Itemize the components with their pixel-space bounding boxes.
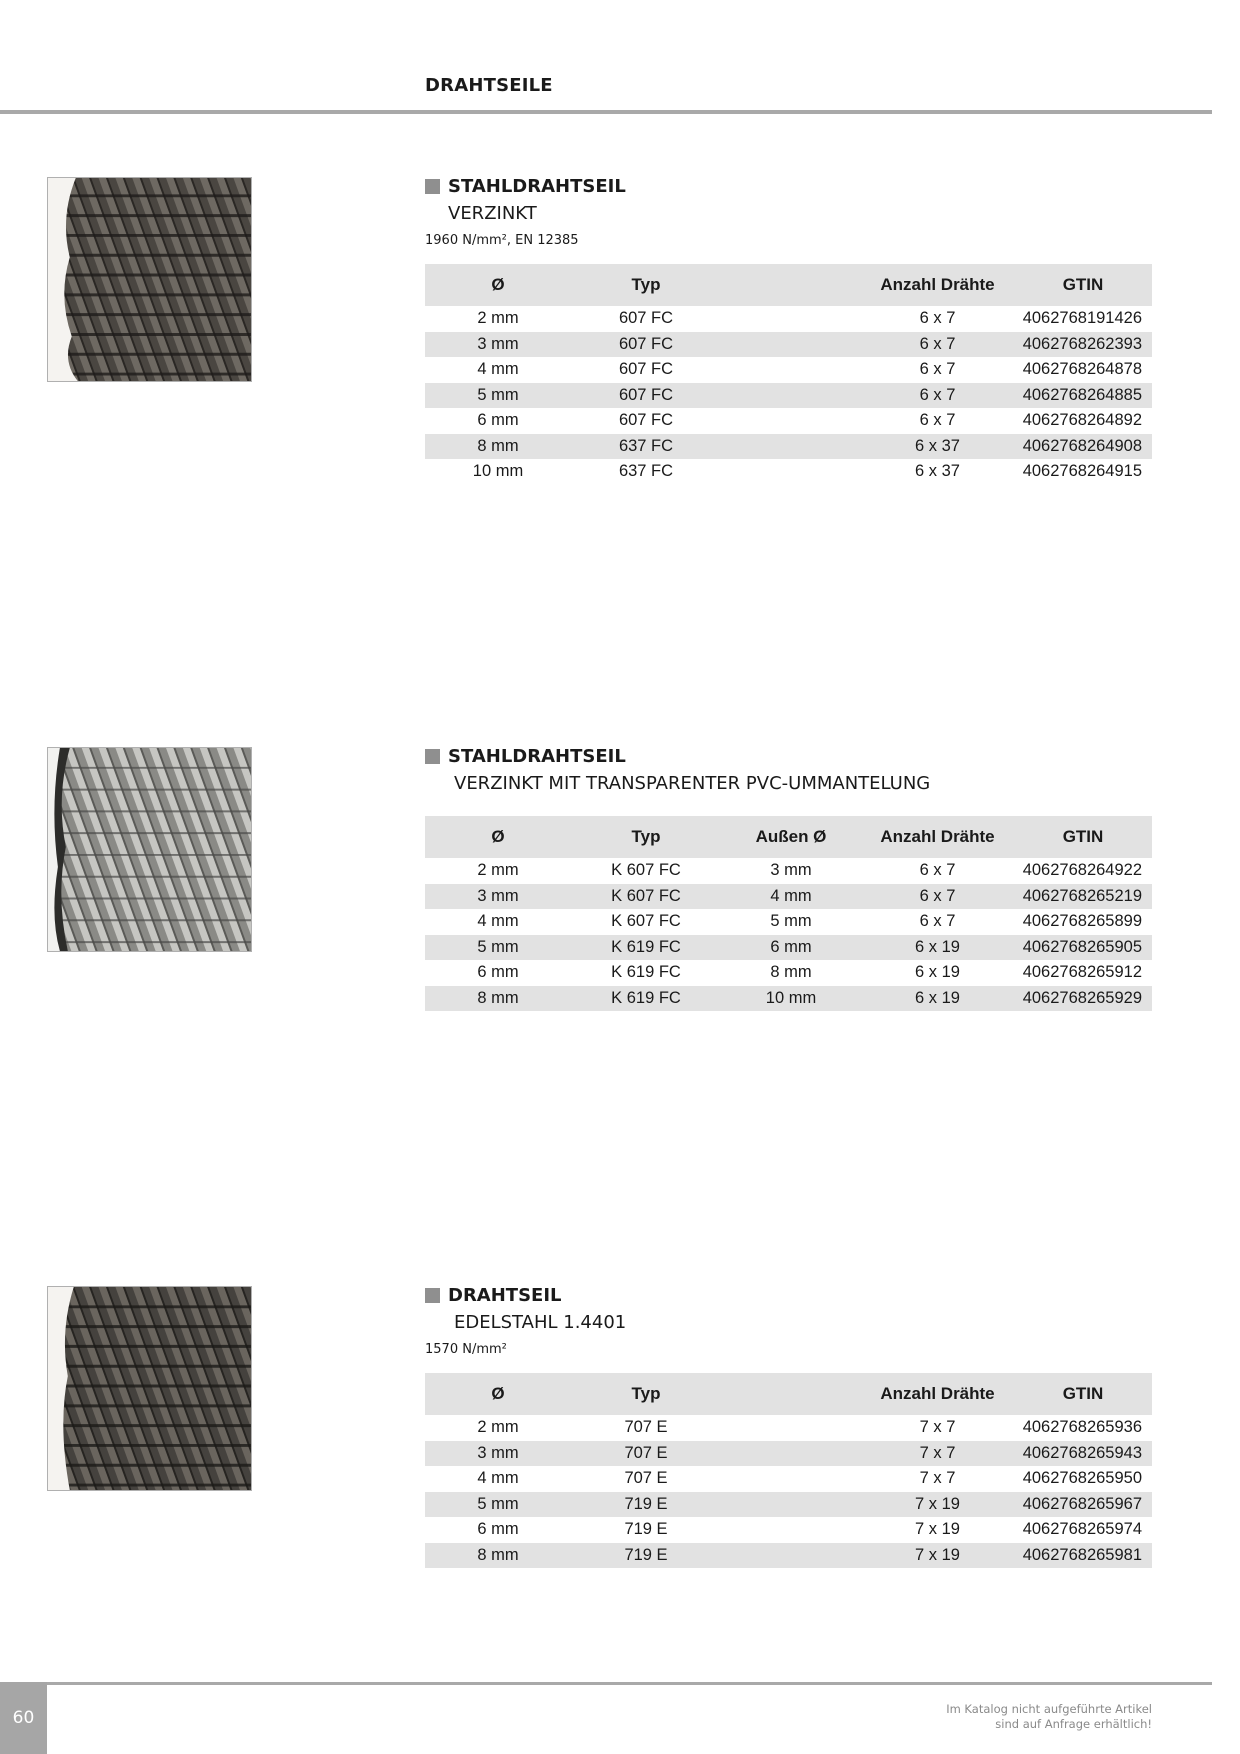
cell-gtin: 4062768264878 bbox=[1022, 360, 1142, 379]
cell-wire-count: 6 x 7 bbox=[919, 411, 956, 430]
col-header-gtin: GTIN bbox=[1014, 816, 1152, 858]
cell-diameter: 3 mm bbox=[425, 1441, 571, 1467]
cell-wire-count: 6 x 7 bbox=[919, 861, 956, 880]
cell-gtin: 4062768265219 bbox=[1014, 884, 1152, 910]
col-header-empty bbox=[721, 264, 861, 306]
cell-outer-diameter: 8 mm bbox=[770, 963, 812, 982]
col-header-type: Typ bbox=[571, 816, 721, 858]
page-number: 60 bbox=[0, 1682, 47, 1754]
cell-diameter: 5 mm bbox=[425, 1492, 571, 1518]
table-row bbox=[425, 909, 1152, 935]
cell-wire-count: 6 x 19 bbox=[915, 963, 960, 982]
section-spec: 1960 N/mm², EN 12385 bbox=[425, 233, 579, 248]
cell-outer-diameter: 4 mm bbox=[721, 884, 861, 910]
wire-rope-image-galvanized bbox=[47, 177, 252, 382]
table-row bbox=[425, 408, 1152, 434]
section-header-3 bbox=[425, 1285, 626, 1357]
cell-wire-count: 6 x 7 bbox=[919, 309, 956, 328]
cell-type: 637 FC bbox=[618, 462, 674, 481]
section-title: DRAHTSEIL bbox=[448, 1285, 562, 1306]
table-header-row bbox=[425, 264, 1152, 306]
cell-wire-count: 7 x 19 bbox=[915, 1520, 960, 1539]
wire-rope-image-stainless bbox=[47, 1286, 252, 1491]
section-header-1 bbox=[425, 176, 626, 248]
cell-wire-count: 7 x 7 bbox=[919, 1418, 956, 1437]
cell-diameter: 2 mm bbox=[477, 861, 519, 880]
table-row bbox=[425, 858, 1152, 884]
cell-gtin: 4062768265936 bbox=[1022, 1418, 1142, 1437]
spec-table-stainless bbox=[425, 1373, 1152, 1568]
cell-gtin: 4062768264915 bbox=[1022, 462, 1142, 481]
footer-note-line-2: sind auf Anfrage erhältlich! bbox=[995, 1717, 1152, 1731]
cell-diameter: 2 mm bbox=[477, 309, 519, 328]
square-bullet-icon bbox=[425, 749, 440, 764]
cell-outer-diameter: 5 mm bbox=[770, 912, 812, 931]
cell-type: 637 FC bbox=[571, 434, 721, 460]
cell-wire-count: 6 x 7 bbox=[919, 912, 956, 931]
square-bullet-icon bbox=[425, 179, 440, 194]
section-subtitle: VERZINKT bbox=[448, 203, 537, 224]
cell-gtin: 4062768264922 bbox=[1022, 861, 1142, 880]
cell-wire-count: 6 x 37 bbox=[915, 462, 960, 481]
col-header-diameter: Ø bbox=[425, 816, 571, 858]
cell-gtin: 4062768265967 bbox=[1014, 1492, 1152, 1518]
cell-type: K 607 FC bbox=[611, 912, 681, 931]
cell-diameter: 3 mm bbox=[425, 884, 571, 910]
section-spec: 1570 N/mm² bbox=[425, 1342, 507, 1357]
cell-gtin: 4062768265950 bbox=[1022, 1469, 1142, 1488]
cell-diameter: 6 mm bbox=[477, 411, 519, 430]
table-header-row bbox=[425, 816, 1152, 858]
cell-outer-diameter: 10 mm bbox=[721, 986, 861, 1012]
footer-divider bbox=[0, 1682, 1212, 1685]
cell-gtin: 4062768264892 bbox=[1022, 411, 1142, 430]
col-header-empty bbox=[721, 1373, 861, 1415]
cell-wire-count: 7 x 7 bbox=[861, 1441, 1014, 1467]
table-row bbox=[425, 960, 1152, 986]
cell-diameter: 4 mm bbox=[477, 912, 519, 931]
cell-outer-diameter: 6 mm bbox=[721, 935, 861, 961]
cell-type: 719 E bbox=[571, 1543, 721, 1569]
cell-wire-count: 7 x 19 bbox=[861, 1543, 1014, 1569]
cell-type: 707 E bbox=[571, 1441, 721, 1467]
table-row bbox=[425, 1441, 1152, 1467]
table-row bbox=[425, 383, 1152, 409]
pvc-coated-wire-rope-coil-icon bbox=[48, 748, 251, 951]
cell-diameter: 2 mm bbox=[477, 1418, 519, 1437]
table-row bbox=[425, 1415, 1152, 1441]
cell-diameter: 8 mm bbox=[425, 1543, 571, 1569]
col-header-type: Typ bbox=[571, 264, 721, 306]
cell-type: K 619 FC bbox=[571, 986, 721, 1012]
col-header-wire-count: Anzahl Drähte bbox=[861, 816, 1014, 858]
cell-gtin: 4062768262393 bbox=[1014, 332, 1152, 358]
cell-gtin: 4062768265981 bbox=[1014, 1543, 1152, 1569]
cell-type: 607 FC bbox=[618, 411, 674, 430]
cell-type: 719 E bbox=[624, 1520, 668, 1539]
col-header-outer-diameter: Außen Ø bbox=[721, 816, 861, 858]
cell-wire-count: 7 x 7 bbox=[919, 1469, 956, 1488]
footer-note bbox=[946, 1702, 1152, 1732]
stainless-wire-rope-coil-icon bbox=[48, 1287, 251, 1490]
cell-type: K 619 FC bbox=[611, 963, 681, 982]
cell-gtin: 4062768265905 bbox=[1014, 935, 1152, 961]
cell-type: 607 FC bbox=[571, 383, 721, 409]
table-row bbox=[425, 986, 1152, 1012]
cell-gtin: 4062768191426 bbox=[1022, 309, 1142, 328]
cell-gtin: 4062768264908 bbox=[1014, 434, 1152, 460]
cell-diameter: 6 mm bbox=[477, 1520, 519, 1539]
spec-table-galvanized bbox=[425, 264, 1152, 485]
cell-gtin: 4062768265912 bbox=[1022, 963, 1142, 982]
col-header-diameter: Ø bbox=[425, 1373, 571, 1415]
table-row bbox=[425, 1543, 1152, 1569]
cell-wire-count: 6 x 7 bbox=[861, 884, 1014, 910]
galvanized-wire-rope-coil-icon bbox=[48, 178, 251, 381]
cell-wire-count: 6 x 19 bbox=[861, 935, 1014, 961]
table-row bbox=[425, 1492, 1152, 1518]
section-title: STAHLDRAHTSEIL bbox=[448, 746, 626, 767]
cell-outer-diameter: 3 mm bbox=[770, 861, 812, 880]
cell-diameter: 5 mm bbox=[425, 383, 571, 409]
col-header-diameter: Ø bbox=[425, 264, 571, 306]
wire-rope-image-pvc bbox=[47, 747, 252, 952]
square-bullet-icon bbox=[425, 1288, 440, 1303]
table-header-row bbox=[425, 1373, 1152, 1415]
cell-diameter: 8 mm bbox=[425, 434, 571, 460]
cell-wire-count: 7 x 19 bbox=[861, 1492, 1014, 1518]
cell-type: 607 FC bbox=[618, 360, 674, 379]
table-row bbox=[425, 1517, 1152, 1543]
col-header-gtin: GTIN bbox=[1014, 264, 1152, 306]
cell-wire-count: 6 x 19 bbox=[861, 986, 1014, 1012]
cell-type: 719 E bbox=[571, 1492, 721, 1518]
cell-diameter: 8 mm bbox=[425, 986, 571, 1012]
cell-gtin: 4062768265929 bbox=[1014, 986, 1152, 1012]
cell-diameter: 4 mm bbox=[477, 1469, 519, 1488]
cell-gtin: 4062768265899 bbox=[1022, 912, 1142, 931]
section-header-2 bbox=[425, 746, 930, 794]
table-row bbox=[425, 1466, 1152, 1492]
cell-wire-count: 6 x 7 bbox=[861, 332, 1014, 358]
cell-gtin: 4062768265943 bbox=[1014, 1441, 1152, 1467]
cell-wire-count: 6 x 37 bbox=[861, 434, 1014, 460]
table-row bbox=[425, 884, 1152, 910]
cell-diameter: 4 mm bbox=[477, 360, 519, 379]
table-row bbox=[425, 434, 1152, 460]
cell-type: K 607 FC bbox=[571, 884, 721, 910]
table-row bbox=[425, 357, 1152, 383]
cell-gtin: 4062768265974 bbox=[1022, 1520, 1142, 1539]
page-header-title: DRAHTSEILE bbox=[425, 75, 553, 96]
col-header-wire-count: Anzahl Drähte bbox=[861, 264, 1014, 306]
cell-gtin: 4062768264885 bbox=[1014, 383, 1152, 409]
cell-diameter: 10 mm bbox=[472, 462, 524, 481]
table-row bbox=[425, 935, 1152, 961]
cell-type: 707 E bbox=[624, 1418, 668, 1437]
table-row bbox=[425, 459, 1152, 485]
footer-note-line-1: Im Katalog nicht aufgeführte Artikel bbox=[946, 1702, 1152, 1716]
cell-diameter: 6 mm bbox=[477, 963, 519, 982]
cell-diameter: 5 mm bbox=[425, 935, 571, 961]
section-subtitle: EDELSTAHL 1.4401 bbox=[454, 1312, 627, 1333]
cell-type: K 619 FC bbox=[571, 935, 721, 961]
cell-type: 607 FC bbox=[618, 309, 674, 328]
cell-wire-count: 6 x 7 bbox=[919, 360, 956, 379]
cell-type: 707 E bbox=[624, 1469, 668, 1488]
cell-type: 607 FC bbox=[571, 332, 721, 358]
col-header-gtin: GTIN bbox=[1014, 1373, 1152, 1415]
col-header-wire-count: Anzahl Drähte bbox=[861, 1373, 1014, 1415]
table-row bbox=[425, 332, 1152, 358]
cell-wire-count: 6 x 7 bbox=[861, 383, 1014, 409]
header-divider bbox=[0, 110, 1212, 114]
spec-table-pvc bbox=[425, 816, 1152, 1011]
table-row bbox=[425, 306, 1152, 332]
section-subtitle: VERZINKT MIT TRANSPARENTER PVC-UMMANTELUNG bbox=[454, 773, 931, 794]
cell-type: K 607 FC bbox=[611, 861, 681, 880]
col-header-type: Typ bbox=[571, 1373, 721, 1415]
cell-diameter: 3 mm bbox=[425, 332, 571, 358]
section-title: STAHLDRAHTSEIL bbox=[448, 176, 626, 197]
